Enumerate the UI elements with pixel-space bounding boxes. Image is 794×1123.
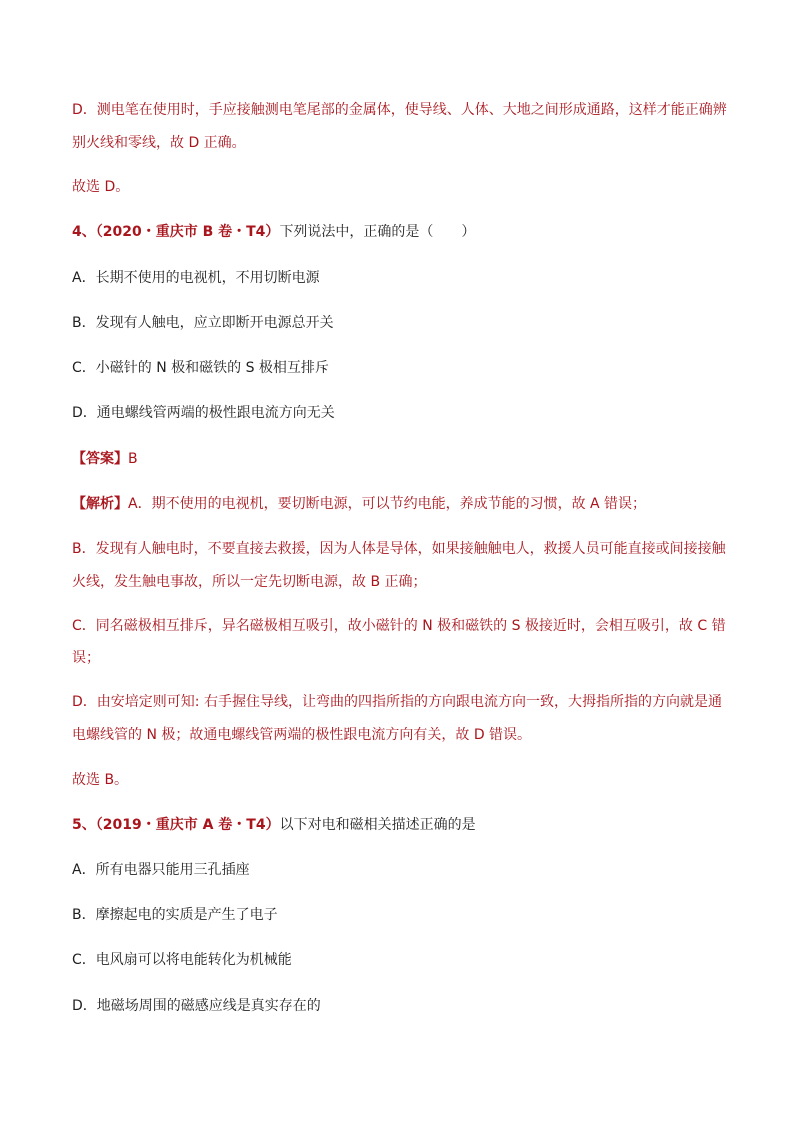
q4-option-d: D．通电螺线管两端的极性跟电流方向无关	[72, 405, 335, 421]
q5-number: 5、	[72, 817, 96, 833]
q4-heading	[72, 222, 475, 242]
q5-heading	[72, 815, 476, 835]
q5-stem: 以下对电和磁相关描述正确的是	[279, 817, 476, 833]
q4-analysis-d-line1: D．由安培定则可知: 右手握住导线，让弯曲的四指所指的方向跟电流方向一致，大拇指所指的方向就是通	[72, 694, 722, 710]
q3-choice: 故选 D。	[72, 179, 130, 195]
q4-analysis-c-line2: 误；	[72, 650, 100, 666]
q4-analysis-a-text: A．期不使用的电视机，要切断电源，可以节约电能，养成节能的习惯，故 A 错误；	[128, 496, 647, 512]
q4-option-c: C．小磁针的 N 极和磁铁的 S 极相互排斥	[72, 360, 329, 376]
q5-source: （2019・重庆市 A 卷・T4）	[95, 817, 280, 833]
q4-option-a: A．长期不使用的电视机，不用切断电源	[72, 270, 320, 286]
q4-stem: 下列说法中，正确的是（ ）	[279, 224, 476, 240]
q5-option-c: C．电风扇可以将电能转化为机械能	[72, 952, 292, 968]
q5-option-a: A．所有电器只能用三孔插座	[72, 862, 250, 878]
q4-analysis-c-line1: C．同名磁极相互排斥，异名磁极相互吸引，故小磁针的 N 极和磁铁的 S 极接近时，会相互吸引，故 C 错	[72, 618, 726, 634]
q4-number: 4、	[72, 224, 96, 240]
q5-option-d: D．地磁场周围的磁感应线是真实存在的	[72, 998, 321, 1014]
q4-analysis-d-line2: 电螺线管的 N 极；故通电螺线管两端的极性跟电流方向有关，故 D 错误。	[72, 727, 532, 743]
q4-answer-value: B	[128, 451, 138, 467]
q4-analysis-a	[72, 494, 646, 514]
q4-choice: 故选 B。	[72, 772, 129, 788]
q4-analysis-b-line2: 火线，发生触电事故，所以一定先切断电源，故 B 正确；	[72, 574, 427, 590]
q4-analysis-label: 【解析】	[72, 496, 128, 512]
q4-answer-label: 【答案】	[72, 451, 128, 467]
q4-source: （2020・重庆市 B 卷・T4）	[95, 224, 280, 240]
q4-answer	[72, 449, 138, 469]
q3-analysis-d-line1: D．测电笔在使用时，手应接触测电笔尾部的金属体，使导线、人体、大地之间形成通路，这样才能正确辨	[72, 102, 727, 118]
q3-analysis-d-line2: 别火线和零线，故 D 正确。	[72, 135, 246, 151]
q4-analysis-b-line1: B．发现有人触电时，不要直接去救援，因为人体是导体，如果接触触电人，救援人员可能直接或间接接触	[72, 541, 726, 557]
q5-option-b: B．摩擦起电的实质是产生了电子	[72, 907, 278, 923]
q4-option-b: B．发现有人触电，应立即断开电源总开关	[72, 315, 334, 331]
